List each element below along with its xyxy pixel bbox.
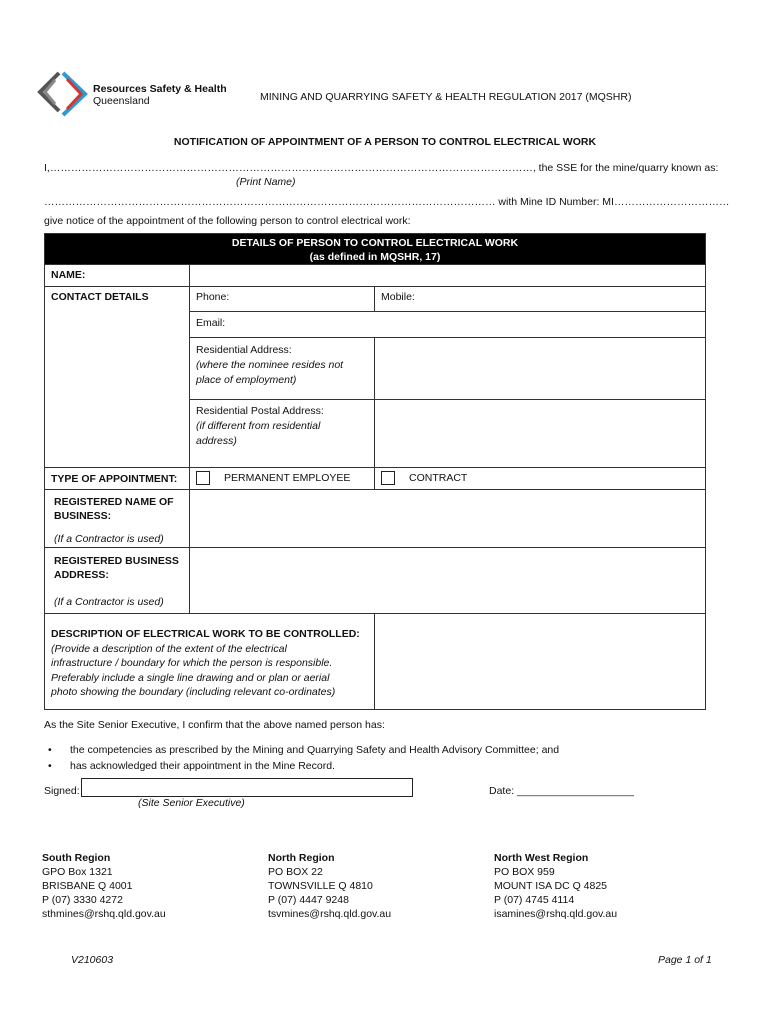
- mobile-field[interactable]: [375, 287, 706, 312]
- phone-field[interactable]: [190, 287, 375, 312]
- reg-addr-line1: REGISTERED BUSINESS: [54, 555, 179, 567]
- region-line: PO BOX 22: [268, 866, 323, 878]
- postal-note2: address): [196, 435, 237, 447]
- description-field[interactable]: [375, 614, 706, 710]
- region-line: MOUNT ISA DC Q 4825: [494, 880, 608, 892]
- region-name: South Region: [42, 852, 111, 864]
- contract-option[interactable]: [375, 468, 706, 490]
- version-label: V210603: [71, 954, 114, 966]
- res-address-note1: (where the nominee resides not: [196, 359, 344, 371]
- form-title: NOTIFICATION OF APPOINTMENT OF A PERSON TO CONTROL ELECTRICAL WORK: [173, 136, 597, 148]
- print-name-label: (Print Name): [236, 176, 296, 188]
- page-number: Page 1 of 1: [658, 954, 712, 966]
- org-name: [93, 83, 227, 107]
- region-line: BRISBANE Q 4001: [42, 880, 133, 892]
- mobile-label: Mobile:: [381, 291, 415, 303]
- org-line2: Queensland: [93, 95, 150, 107]
- postal-address-field[interactable]: [375, 400, 706, 468]
- region-line: TOWNSVILLE Q 4810: [268, 880, 373, 892]
- bullet1-text: the competencies as prescribed by the Mining and Quarrying Safety and Health Advisory Committee; and: [70, 744, 560, 756]
- contract-label: CONTRACT: [409, 471, 468, 484]
- signed-label: Signed:: [44, 785, 80, 797]
- org-line1: Resources Safety & Health: [93, 83, 227, 95]
- regulation-title: MINING AND QUARRYING SAFETY & HEALTH REGULATION 2017 (MQSHR): [260, 91, 632, 103]
- desc-note4: photo showing the boundary (including relevant co-ordinates): [51, 686, 336, 698]
- reg-address-field[interactable]: [190, 548, 706, 614]
- reg-name-label: [45, 490, 190, 548]
- desc-title: DESCRIPTION OF ELECTRICAL WORK TO BE CONTROLLED:: [51, 628, 360, 640]
- email-label: Email:: [196, 317, 226, 329]
- res-address-title: Residential Address:: [196, 344, 292, 356]
- contact-label: CONTACT DETAILS: [45, 287, 190, 468]
- reg-addr-note: (If a Contractor is used): [54, 596, 164, 608]
- desc-note3: Preferably include a single line drawing and or plan or aerial: [51, 671, 330, 684]
- region-line: P (07) 3330 4272: [42, 894, 123, 906]
- contract-checkbox[interactable]: [381, 471, 395, 485]
- region-name: North West Region: [494, 852, 589, 864]
- table-title: DETAILS OF PERSON TO CONTROL ELECTRICAL WORK: [231, 237, 519, 249]
- intro-line3: give notice of the appointment of the following person to control electrical work:: [44, 215, 411, 227]
- region-south: [42, 851, 166, 921]
- name-field[interactable]: [190, 265, 706, 287]
- reg-name-note: (If a Contractor is used): [54, 533, 164, 545]
- sse-label: (Site Senior Executive): [138, 797, 245, 809]
- reg-name-line1: REGISTERED NAME OF: [54, 496, 174, 508]
- details-table: [44, 233, 706, 710]
- permanent-option[interactable]: [190, 468, 375, 490]
- signature-field[interactable]: [81, 778, 413, 797]
- region-email[interactable]: isamines@rshq.qld.gov.au: [494, 908, 618, 920]
- email-field[interactable]: [190, 312, 706, 338]
- region-north: [268, 851, 391, 921]
- region-email[interactable]: tsvmines@rshq.qld.gov.au: [268, 908, 392, 920]
- name-label: NAME:: [45, 265, 190, 287]
- region-north-west: [494, 851, 617, 921]
- res-address-note2: place of employment): [196, 374, 297, 386]
- region-line: PO BOX 959: [494, 866, 555, 878]
- permanent-label: PERMANENT EMPLOYEE: [224, 471, 351, 484]
- bullet2-text: has acknowledged their appointment in the Mine Record.: [70, 760, 335, 772]
- phone-label: Phone:: [196, 291, 230, 303]
- postal-note1: (if different from residential: [196, 420, 321, 432]
- reg-addr-line2: ADDRESS:: [54, 569, 109, 581]
- table-subtitle: (as defined in MQSHR, 17): [309, 251, 441, 263]
- permanent-checkbox[interactable]: [196, 471, 210, 485]
- reg-address-label: [45, 548, 190, 614]
- bullet-item-1: • the competencies as prescribed by the Mining and Quarrying Safety and Health Advisory Committee; and: [48, 744, 560, 756]
- region-line: P (07) 4447 9248: [268, 894, 349, 906]
- region-name: North Region: [268, 852, 335, 864]
- confirm-intro: As the Site Senior Executive, I confirm that the above named person has:: [44, 719, 385, 731]
- postal-address-label: [190, 400, 375, 468]
- bullet-list: [48, 744, 559, 772]
- desc-note2: infrastructure / boundary for which the person is responsible.: [51, 657, 333, 669]
- date-field[interactable]: Date: ____________________: [489, 785, 634, 797]
- intro-line1: I,…………………………………………………………………………………………………………………………, the SSE for the mine/quarry known as:: [44, 162, 719, 174]
- desc-note1: (Provide a description of the extent of the electrical: [51, 642, 287, 655]
- residential-address-field[interactable]: [375, 338, 706, 400]
- postal-title: Residential Postal Address:: [196, 405, 324, 417]
- bullet-item-2: • has acknowledged their appointment in the Mine Record.: [48, 760, 335, 772]
- description-label: [45, 614, 375, 710]
- region-line: GPO Box 1321: [42, 866, 113, 878]
- intro-line2: ………………………………………………………………………………………………………………… with Mine ID Number: MI……………………………: [44, 196, 730, 208]
- residential-address-label: [190, 338, 375, 400]
- logo-icon: [37, 70, 89, 118]
- reg-name-line2: BUSINESS:: [54, 510, 112, 522]
- logo: [37, 70, 89, 118]
- reg-name-field[interactable]: [190, 490, 706, 548]
- region-email[interactable]: sthmines@rshq.qld.gov.au: [42, 908, 166, 920]
- region-line: P (07) 4745 4114: [494, 894, 575, 906]
- type-label: TYPE OF APPOINTMENT:: [45, 468, 190, 490]
- table-header: [45, 234, 706, 265]
